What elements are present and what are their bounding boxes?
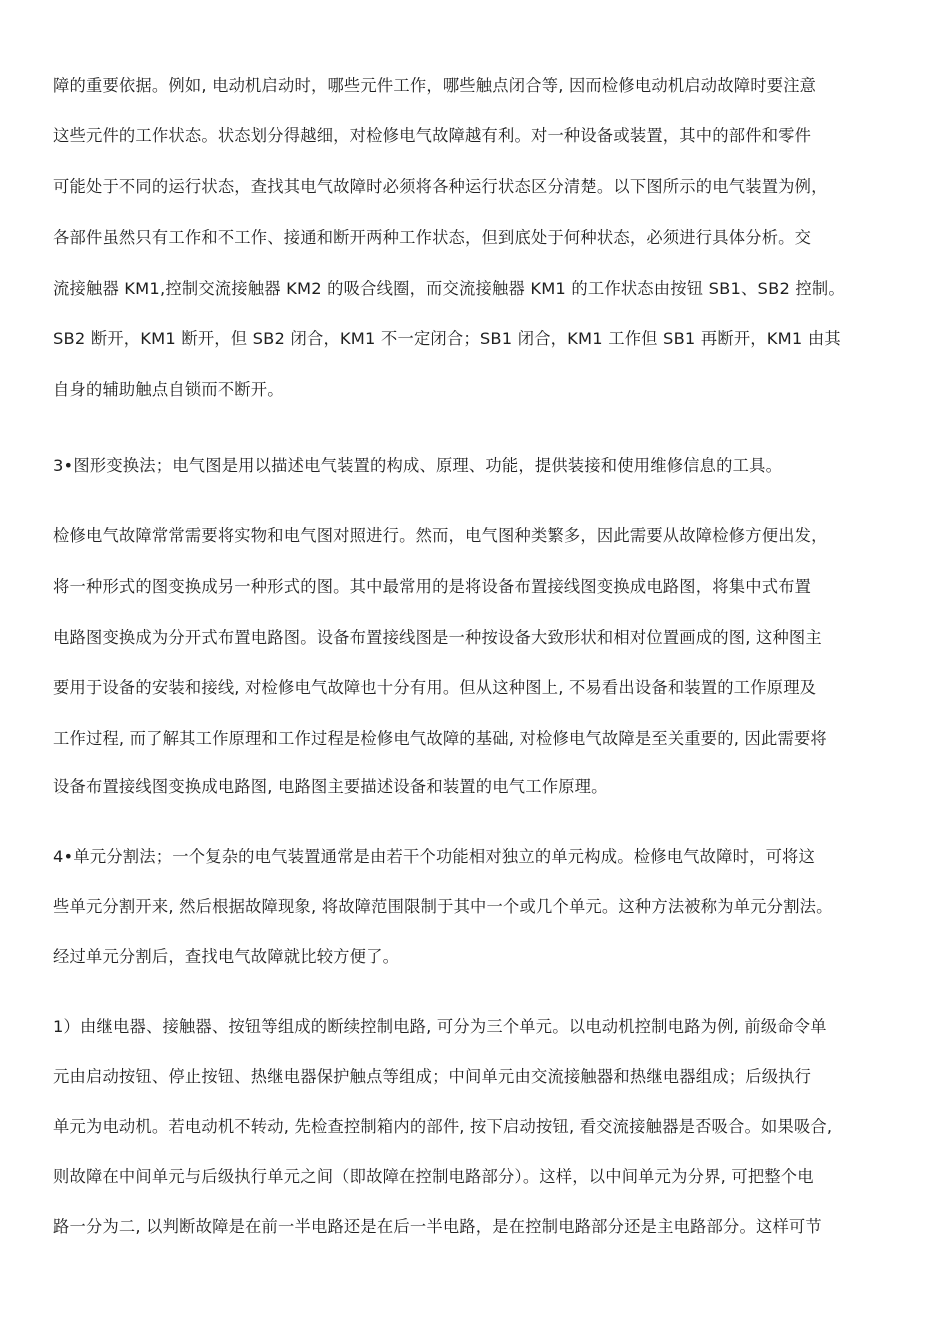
text-line: 工作过程, 而了解其工作原理和工作过程是检修电气故障的基础, 对检修电气故障是至关重要的, 因此需要将 <box>53 729 827 748</box>
text-line: 经过单元分割后，查找电气故障就比较方便了。 <box>53 947 400 966</box>
text-line: 障的重要依据。例如, 电动机启动时，哪些元件工作，哪些触点闭合等, 因而检修电动机启动故障时要注意 <box>53 76 817 95</box>
text-line: 可能处于不同的运行状态，查找其电气故障时必须将各种运行状态区分清楚。以下图所示的电气装置为例， <box>53 177 828 196</box>
section-heading-line: 4•单元分割法；一个复杂的电气装置通常是由若干个功能相对独立的单元构成。检修电气故障时，可将这 <box>53 847 816 866</box>
text-line: 路一分为二, 以判断故障是在前一半电路还是在后一半电路，是在控制电路部分还是主电路部分。这样可节 <box>53 1217 822 1236</box>
text-line: 1）由继电器、接触器、按钮等组成的断续控制电路, 可分为三个单元。以电动机控制电路为例, 前级命令单 <box>53 1017 827 1036</box>
text-line: 自身的辅助触点自锁而不断开。 <box>53 380 284 399</box>
text-line: 元由启动按钮、停止按钮、热继电器保护触点等组成；中间单元由交流接触器和热继电器组成；后级执行 <box>53 1067 812 1086</box>
text-line: 则故障在中间单元与后级执行单元之间（即故障在控制电路部分）。这样，以中间单元为分界, 可把整个电 <box>53 1167 814 1186</box>
text-line: 检修电气故障常常需要将实物和电气图对照进行。然而，电气图种类繁多，因此需要从故障检修方便出发， <box>53 526 828 545</box>
text-line: 流接触器 KM1,控制交流接触器 KM2 的吸合线圈，而交流接触器 KM1 的工作状态由按钮 SB1、SB2 控制。 <box>53 279 845 298</box>
text-line: 单元为电动机。若电动机不转动, 先检查控制箱内的部件, 按下启动按钮, 看交流接触器是否吸合。如果吸合, <box>53 1117 833 1136</box>
text-line: 这些元件的工作状态。状态划分得越细，对检修电气故障越有利。对一种设备或装置，其中的部件和零件 <box>53 126 812 145</box>
text-line: 各部件虽然只有工作和不工作、接通和断开两种工作状态，但到底处于何种状态，必须进行具体分析。交 <box>53 228 812 247</box>
text-line: 些单元分割开来, 然后根据故障现象, 将故障范围限制于其中一个或几个单元。这种方法被称为单元分割法。 <box>53 897 833 916</box>
text-line: SB2 断开，KM1 断开，但 SB2 闭合，KM1 不一定闭合；SB1 闭合，KM1 工作但 SB1 再断开，KM1 由其 <box>53 329 841 348</box>
text-line: 电路图变换成为分开式布置电路图。设备布置接线图是一种按设备大致形状和相对位置画成的图, 这种图主 <box>53 628 822 647</box>
text-line: 要用于设备的安装和接线, 对检修电气故障也十分有用。但从这种图上, 不易看出设备和装置的工作原理及 <box>53 678 817 697</box>
text-line: 将一种形式的图变换成另一种形式的图。其中最常用的是将设备布置接线图变换成电路图，将集中式布置 <box>53 577 812 596</box>
text-line: 设备布置接线图变换成电路图, 电路图主要描述设备和装置的电气工作原理。 <box>53 777 608 796</box>
section-heading-line: 3•图形变换法；电气图是用以描述电气装置的构成、原理、功能，提供装接和使用维修信息的工具。 <box>53 456 783 475</box>
